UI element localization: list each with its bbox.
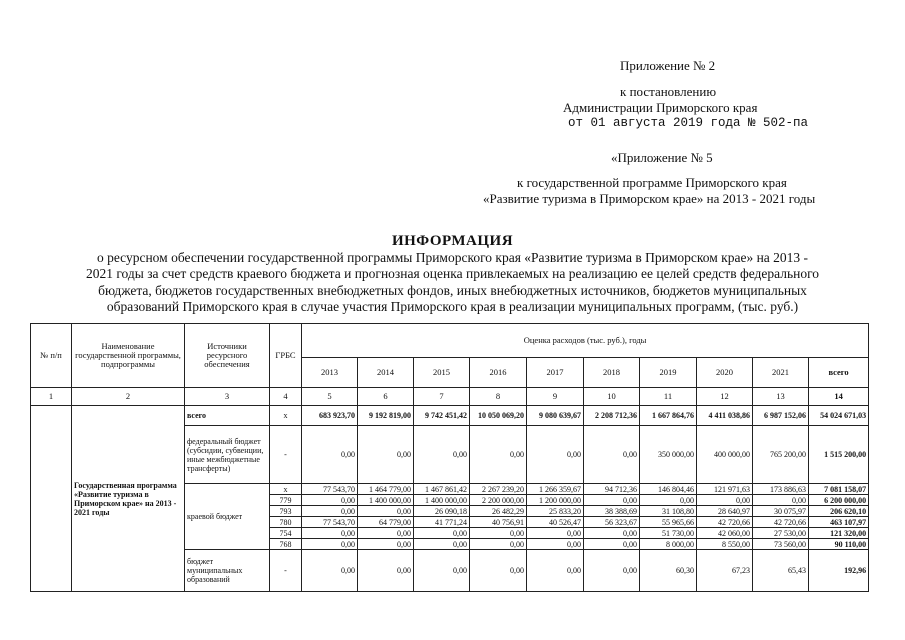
header-name: Наименование государственной программы, подпрограммы	[72, 324, 185, 388]
value-cell: 77 543,70	[302, 517, 358, 528]
subtitle-line-3: бюджета, бюджетов государственных внебюджетных фондов, иных внебюджетных источников, бюджетов муниципальных	[98, 283, 807, 298]
subtitle-line-2: 2021 годы за счет средств краевого бюджета и прогнозная оценка привлекаемых на реализацию ее целей средств федерального	[85, 266, 820, 281]
value-cell: 28 640,97	[697, 506, 753, 517]
year-2019: 2019	[640, 358, 697, 388]
col-num: 10	[584, 388, 640, 406]
program-name: «Развитие туризма в Приморском крае» на 2013 - 2021 годы	[483, 191, 816, 206]
program-name-cell: Государственная программа «Развитие туризма в Приморском крае» на 2013 - 2021 годы	[72, 406, 185, 592]
value-cell: 2 208 712,36	[584, 406, 640, 426]
value-cell: 0,00	[414, 550, 470, 592]
value-cell: 1 515 200,00	[809, 426, 869, 484]
value-cell: 55 965,66	[640, 517, 697, 528]
value-cell: 4 411 038,86	[697, 406, 753, 426]
value-cell: 0,00	[584, 550, 640, 592]
value-cell: 1 200 000,00	[527, 495, 584, 506]
value-cell: 90 110,00	[809, 539, 869, 550]
value-cell: 0,00	[358, 539, 414, 550]
source-municipal: бюджет муниципальных образований	[185, 550, 270, 592]
to-resolution: к постановлению	[620, 84, 717, 99]
source-regional: краевой бюджет	[185, 484, 270, 550]
value-cell: 60,30	[640, 550, 697, 592]
row-number-cell	[31, 406, 72, 592]
value-cell: 206 620,10	[809, 506, 869, 517]
value-cell: 0,00	[302, 495, 358, 506]
value-cell: 9 192 819,00	[358, 406, 414, 426]
col-num: 5	[302, 388, 358, 406]
value-cell: 73 560,00	[753, 539, 809, 550]
year-2013: 2013	[302, 358, 358, 388]
grbs-municipal: -	[270, 550, 302, 592]
col-num: 12	[697, 388, 753, 406]
col-num: 1	[31, 388, 72, 406]
value-cell: 0,00	[302, 426, 358, 484]
value-cell: 146 804,46	[640, 484, 697, 495]
value-cell: 31 108,80	[640, 506, 697, 517]
to-program: к государственной программе Приморского края	[517, 175, 787, 190]
value-cell: 41 771,24	[414, 517, 470, 528]
value-cell: 765 200,00	[753, 426, 809, 484]
value-cell: 56 323,67	[584, 517, 640, 528]
grbs-cell: х	[270, 484, 302, 495]
value-cell: 27 530,00	[753, 528, 809, 539]
col-num: 11	[640, 388, 697, 406]
value-cell: 0,00	[470, 426, 527, 484]
year-2016: 2016	[470, 358, 527, 388]
value-cell: 350 000,00	[640, 426, 697, 484]
value-cell: 1 467 861,42	[414, 484, 470, 495]
value-cell: 0,00	[302, 528, 358, 539]
value-cell: 51 730,00	[640, 528, 697, 539]
header-row	[31, 324, 869, 358]
value-cell: 0,00	[470, 528, 527, 539]
value-cell: 192,96	[809, 550, 869, 592]
value-cell: 683 923,70	[302, 406, 358, 426]
value-cell: 2 200 000,00	[470, 495, 527, 506]
col-num: 14	[809, 388, 869, 406]
year-2018: 2018	[584, 358, 640, 388]
value-cell: 173 886,63	[753, 484, 809, 495]
value-cell: 77 543,70	[302, 484, 358, 495]
table-row-total	[31, 406, 869, 426]
value-cell: 0,00	[358, 528, 414, 539]
value-cell: 42 720,66	[697, 517, 753, 528]
value-cell: 0,00	[584, 495, 640, 506]
value-cell: 6 987 152,06	[753, 406, 809, 426]
year-2017: 2017	[527, 358, 584, 388]
value-cell: 0,00	[584, 528, 640, 539]
value-cell: 0,00	[640, 495, 697, 506]
subtitle-line-4: образований Приморского края в случае участия Приморского края в реализации муниципальных программ, (тыс. руб.)	[106, 299, 799, 314]
value-cell: 42 060,00	[697, 528, 753, 539]
grbs-cell: 768	[270, 539, 302, 550]
appendix-5: «Приложение № 5	[611, 150, 713, 165]
grbs-cell: 793	[270, 506, 302, 517]
grbs-cell: 754	[270, 528, 302, 539]
value-cell: 1 400 000,00	[358, 495, 414, 506]
value-cell: 1 464 779,00	[358, 484, 414, 495]
doc-title: ИНФОРМАЦИЯ	[391, 233, 514, 249]
value-cell: 10 050 069,20	[470, 406, 527, 426]
value-cell: 0,00	[527, 426, 584, 484]
value-cell: 65,43	[753, 550, 809, 592]
header-sources: Источники ресурсного обеспечения	[185, 324, 270, 388]
year-2015: 2015	[414, 358, 470, 388]
value-cell: 0,00	[470, 550, 527, 592]
value-cell: 1 667 864,76	[640, 406, 697, 426]
value-cell: 40 756,91	[470, 517, 527, 528]
header-grbs: ГРБС	[270, 324, 302, 388]
value-cell: 400 000,00	[697, 426, 753, 484]
value-cell: 26 090,18	[414, 506, 470, 517]
value-cell: 54 024 671,03	[809, 406, 869, 426]
value-cell: 94 712,36	[584, 484, 640, 495]
value-cell: 1 266 359,67	[527, 484, 584, 495]
date-number: от 01 августа 2019 года № 502-па	[568, 116, 809, 130]
value-cell: 9 080 639,67	[527, 406, 584, 426]
value-cell: 0,00	[527, 528, 584, 539]
col-num: 2	[72, 388, 185, 406]
value-cell: 9 742 451,42	[414, 406, 470, 426]
value-cell: 6 200 000,00	[809, 495, 869, 506]
value-cell: 38 388,69	[584, 506, 640, 517]
administration: Администрации Приморского края	[563, 100, 758, 115]
col-num: 4	[270, 388, 302, 406]
value-cell: 26 482,29	[470, 506, 527, 517]
value-cell: 121 320,00	[809, 528, 869, 539]
year-2020: 2020	[697, 358, 753, 388]
grbs-total: х	[270, 406, 302, 426]
year-2021: 2021	[753, 358, 809, 388]
value-cell: 0,00	[358, 506, 414, 517]
value-cell: 67,23	[697, 550, 753, 592]
col-num: 9	[527, 388, 584, 406]
value-cell: 2 267 239,20	[470, 484, 527, 495]
value-cell: 64 779,00	[358, 517, 414, 528]
value-cell: 463 107,97	[809, 517, 869, 528]
appendix-number: Приложение № 2	[620, 58, 716, 73]
year-total: всего	[809, 358, 869, 388]
col-num: 3	[185, 388, 270, 406]
value-cell: 0,00	[527, 539, 584, 550]
value-cell: 0,00	[302, 506, 358, 517]
value-cell: 0,00	[584, 426, 640, 484]
value-cell: 30 075,97	[753, 506, 809, 517]
value-cell: 0,00	[414, 539, 470, 550]
resource-table	[30, 323, 869, 592]
value-cell: 121 971,63	[697, 484, 753, 495]
value-cell: 0,00	[358, 550, 414, 592]
grbs-federal: -	[270, 426, 302, 484]
value-cell: 7 081 158,07	[809, 484, 869, 495]
value-cell: 0,00	[414, 426, 470, 484]
value-cell: 0,00	[584, 539, 640, 550]
col-num: 7	[414, 388, 470, 406]
col-num: 13	[753, 388, 809, 406]
column-number-row	[31, 388, 869, 406]
value-cell: 0,00	[302, 539, 358, 550]
year-2014: 2014	[358, 358, 414, 388]
value-cell: 0,00	[414, 528, 470, 539]
value-cell: 0,00	[697, 495, 753, 506]
value-cell: 1 400 000,00	[414, 495, 470, 506]
subtitle-line-1: о ресурсном обеспечении государственной программы Приморского края «Развитие туризма в Приморском крае» на 2013 -	[96, 250, 809, 265]
header-estimate: Оценка расходов (тыс. руб.), годы	[302, 324, 869, 358]
grbs-cell: 779	[270, 495, 302, 506]
value-cell: 0,00	[527, 550, 584, 592]
grbs-cell: 780	[270, 517, 302, 528]
value-cell: 0,00	[302, 550, 358, 592]
source-federal: федеральный бюджет (субсидии, субвенции, иные межбюджетные трансферты)	[185, 426, 270, 484]
value-cell: 42 720,66	[753, 517, 809, 528]
value-cell: 8 000,00	[640, 539, 697, 550]
value-cell: 0,00	[358, 426, 414, 484]
value-cell: 8 550,00	[697, 539, 753, 550]
header-num: № п/п	[31, 324, 72, 388]
value-cell: 25 833,20	[527, 506, 584, 517]
col-num: 8	[470, 388, 527, 406]
source-total: всего	[185, 406, 270, 426]
col-num: 6	[358, 388, 414, 406]
value-cell: 0,00	[753, 495, 809, 506]
value-cell: 0,00	[470, 539, 527, 550]
value-cell: 40 526,47	[527, 517, 584, 528]
